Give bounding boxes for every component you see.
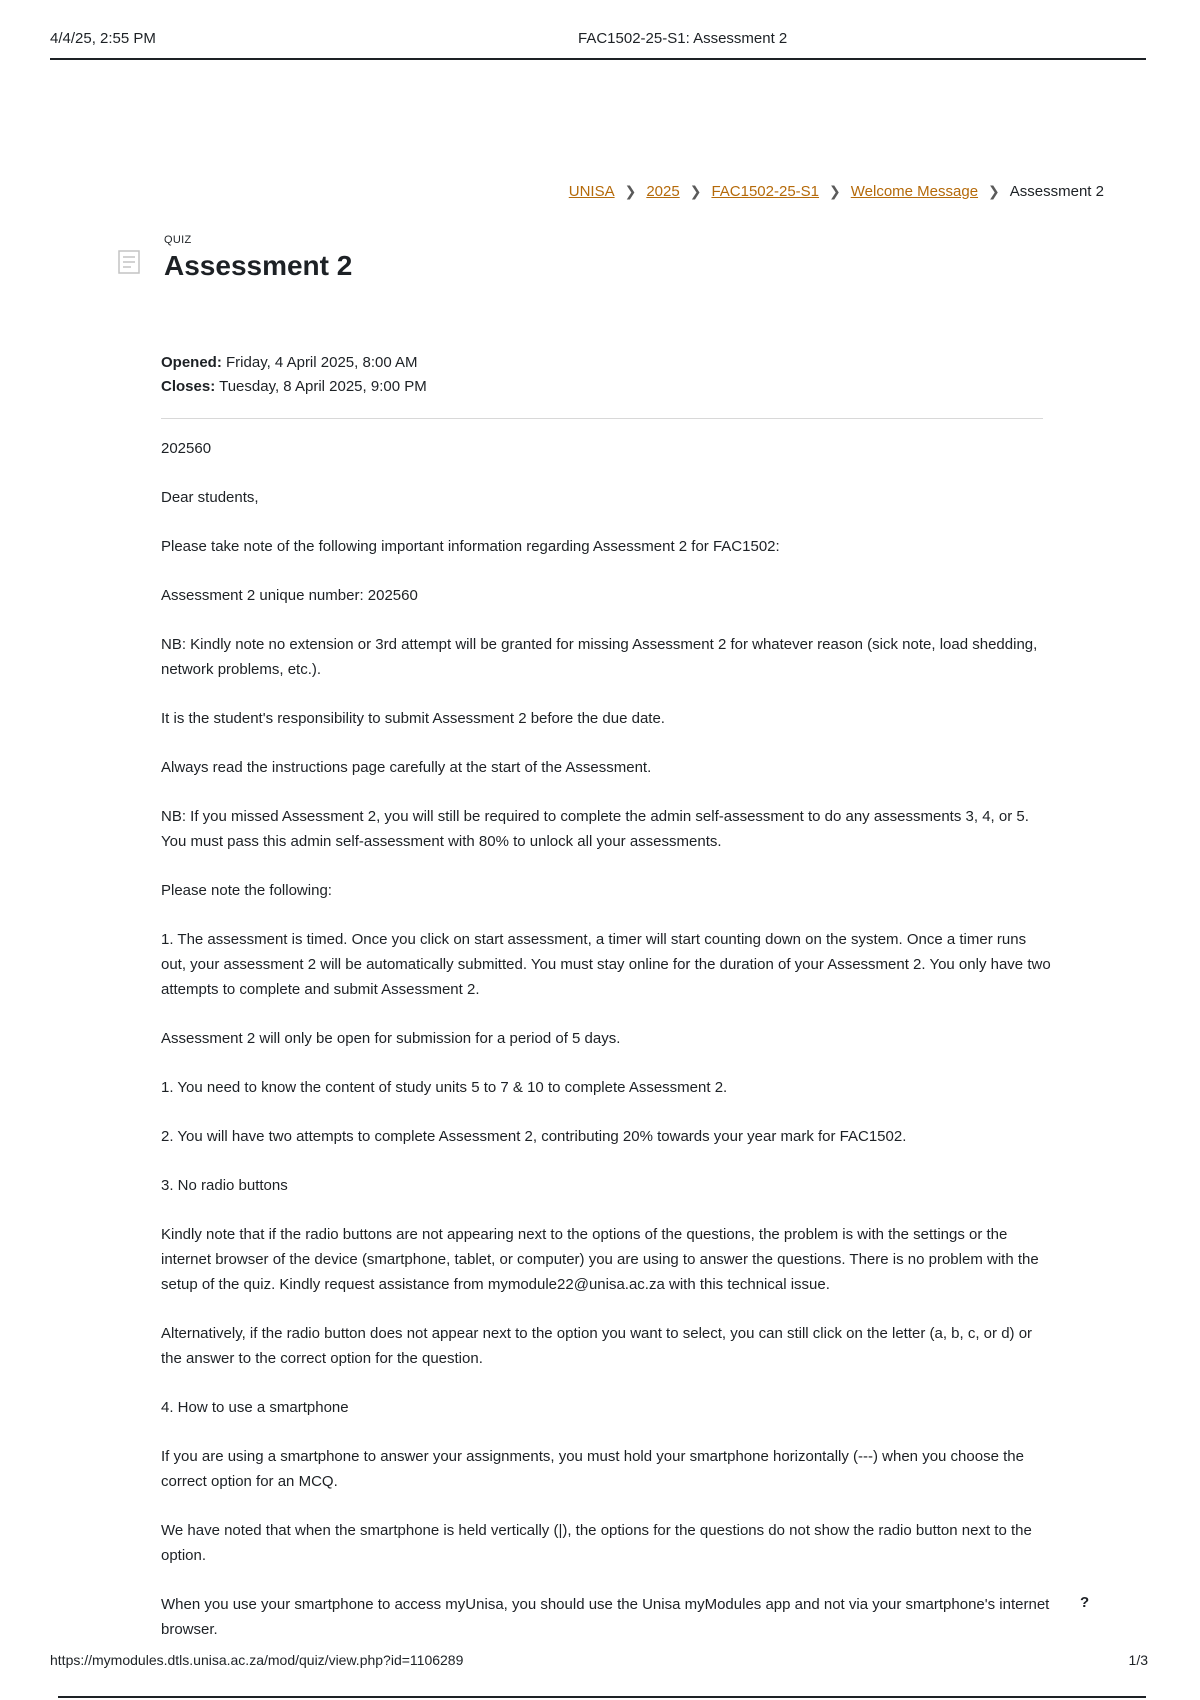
- no-extension-notice: NB: Kindly note no extension or 3rd attempt will be granted for missing Assessment 2 for whatever reason (sick note, load shedding, network problems, etc.).: [161, 636, 1038, 678]
- closes-value: Tuesday, 8 April 2025, 9:00 PM: [219, 378, 427, 395]
- responsibility-paragraph: It is the student's responsibility to submit Assessment 2 before the due date.: [161, 710, 665, 727]
- chevron-right-icon: ❯: [829, 183, 841, 199]
- smartphone-app-paragraph: When you use your smartphone to access myUnisa, you should use the Unisa myModules app and not via your smartphone's internet browser.: [161, 1596, 1050, 1638]
- note-following: Please note the following:: [161, 882, 332, 899]
- divider: [161, 418, 1043, 419]
- smartphone-horizontal-paragraph: If you are using a smartphone to answer your assignments, you must hold your smartphone horizontally (---) when you choose the correct option for an MCQ.: [161, 1448, 1024, 1490]
- unique-number-paragraph: Assessment 2 unique number: 202560: [161, 587, 418, 604]
- closes-label: Closes:: [161, 378, 216, 395]
- quiz-icon: [118, 250, 140, 274]
- instructions-paragraph: Always read the instructions page carefully at the start of the Assessment.: [161, 759, 652, 776]
- missed-assessment-notice: NB: If you missed Assessment 2, you will still be required to complete the admin self-assessment to do any assessments 3, 4, or 5. You must pass this admin self-assessment with 80% to unlock all your assessments.: [161, 808, 1029, 850]
- breadcrumb-link-welcome-message[interactable]: Welcome Message: [850, 183, 979, 200]
- breadcrumb-link-2025[interactable]: 2025: [646, 183, 680, 200]
- help-button[interactable]: ?: [1080, 1594, 1090, 1611]
- breadcrumb-link-course[interactable]: FAC1502-25-S1: [711, 183, 820, 200]
- activity-type-label: QUIZ: [164, 234, 192, 246]
- print-url: https://mymodules.dtls.unisa.ac.za/mod/quiz/view.php?id=1106289: [50, 1652, 464, 1668]
- print-header: [50, 30, 1146, 60]
- footer-rule: [58, 1696, 1146, 1698]
- intro-paragraph: Please take note of the following important information regarding Assessment 2 for FAC1502:: [161, 538, 780, 555]
- unique-number: 202560: [161, 440, 212, 457]
- opened-value: Friday, 4 April 2025, 8:00 AM: [226, 354, 418, 371]
- closes-date: [161, 375, 427, 399]
- opened-label: Opened:: [161, 354, 222, 371]
- attempts-paragraph: 2. You will have two attempts to complete Assessment 2, contributing 20% towards your year mark for FAC1502.: [161, 1128, 907, 1145]
- open-period-paragraph: Assessment 2 will only be open for submission for a period of 5 days.: [161, 1030, 621, 1047]
- radio-buttons-heading: 3. No radio buttons: [161, 1177, 288, 1194]
- smartphone-vertical-paragraph: We have noted that when the smartphone is held vertically (|), the options for the questions do not show the radio button next to the option.: [161, 1522, 1032, 1564]
- page-title: Assessment 2: [164, 250, 353, 281]
- chevron-right-icon: ❯: [689, 183, 702, 199]
- timed-assessment-paragraph: 1. The assessment is timed. Once you click on start assessment, a timer will start counting down on the system. Once a timer runs out, your assessment 2 will be automatically submitted. You must stay online for the duration of your Assessment 2. You only have two attempts to complete and submit Assessment 2.: [161, 931, 1051, 998]
- study-units-paragraph: 1. You need to know the content of study units 5 to 7 & 10 to complete Assessment 2.: [161, 1079, 728, 1096]
- print-document-title: FAC1502-25-S1: Assessment 2: [578, 30, 788, 47]
- breadcrumb-current: Assessment 2: [1009, 183, 1104, 200]
- activity-dates: [161, 351, 427, 399]
- quiz-description: [161, 436, 1051, 1666]
- alternative-paragraph: Alternatively, if the radio button does not appear next to the option you want to select, you can still click on the letter (a, b, c, or d) or the answer to the correct option for the question.: [161, 1325, 1033, 1367]
- page-number: 1/3: [1128, 1652, 1148, 1668]
- breadcrumb-link-unisa[interactable]: UNISA: [568, 183, 615, 200]
- greeting: Dear students,: [161, 489, 259, 506]
- print-footer: [50, 1652, 1148, 1668]
- chevron-right-icon: ❯: [624, 183, 637, 199]
- breadcrumb: [569, 183, 1104, 200]
- radio-buttons-paragraph: Kindly note that if the radio buttons are not appearing next to the options of the questions, the problem is with the settings or the internet browser of the device (smartphone, tablet, or computer) you are using to answer the questions. There is no problem with the setup of the quiz. Kindly request assistance from mymodule22@unisa.ac.za with this technical issue.: [161, 1226, 1039, 1293]
- chevron-right-icon: ❯: [988, 183, 1000, 199]
- opened-date: [161, 351, 427, 375]
- print-date: 4/4/25, 2:55 PM: [50, 30, 156, 47]
- smartphone-heading: 4. How to use a smartphone: [161, 1399, 349, 1416]
